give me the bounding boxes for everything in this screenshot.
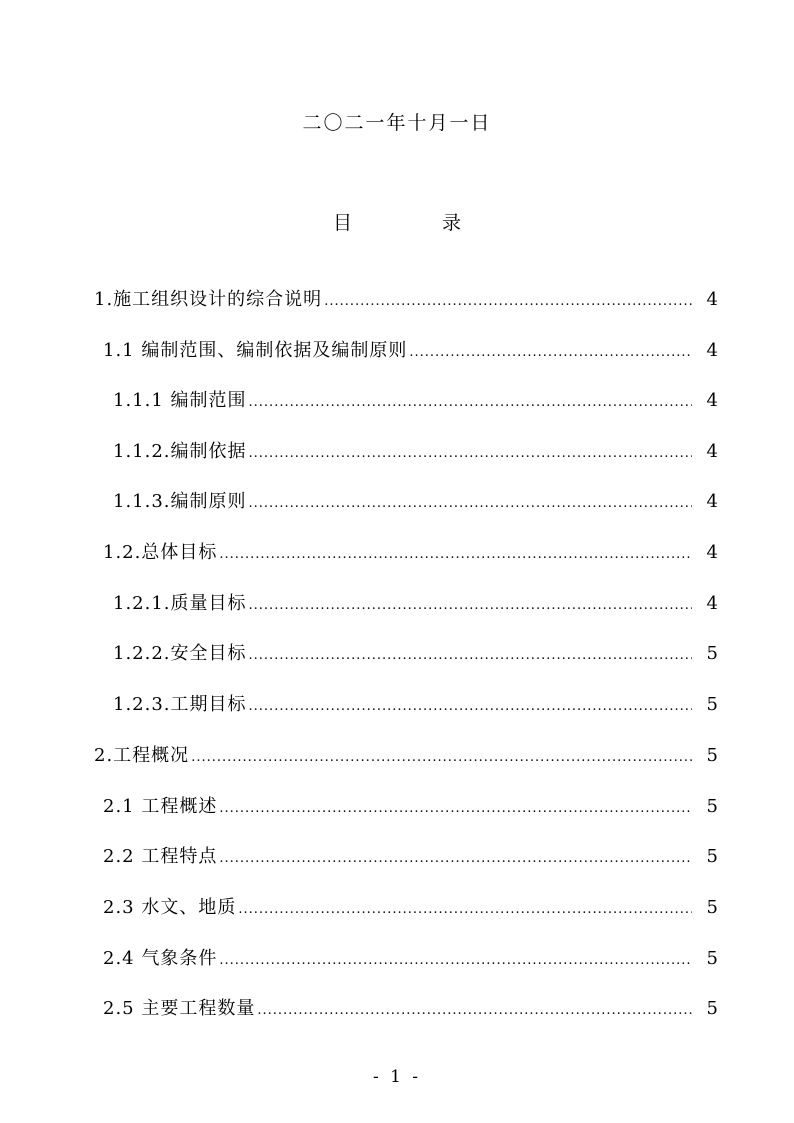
toc-entry[interactable]: [94, 287, 718, 313]
toc-entry-label: 2.5 主要工程数量: [103, 998, 256, 1019]
toc-entry-page: 5: [706, 796, 718, 817]
toc-entry[interactable]: [103, 844, 718, 870]
toc-leader: [219, 846, 692, 872]
toc-entry-label: 2.4 气象条件: [103, 948, 218, 969]
page-number: - 1 -: [372, 1067, 422, 1087]
toc-entry[interactable]: [103, 338, 718, 364]
toc-entry-label: 2.2 工程特点: [103, 846, 218, 867]
toc-entry[interactable]: [113, 439, 718, 465]
toc-entry-label: 1.2.1.质量目标: [113, 593, 247, 614]
toc-leader: [219, 948, 692, 974]
toc-leader: [249, 643, 692, 669]
toc-entry-label: 2.工程概况: [94, 745, 190, 766]
toc-entry-label: 1.1.3.编制原则: [113, 491, 247, 512]
toc-leader: [238, 897, 692, 923]
toc-entry[interactable]: [103, 895, 718, 921]
toc-entry-label: 1.2.总体目标: [103, 542, 218, 563]
toc-heading-right: 录: [442, 212, 462, 234]
toc-entry-page: 4: [706, 390, 718, 411]
toc-entry[interactable]: [94, 743, 718, 769]
toc-leader: [249, 593, 692, 619]
toc-entry-page: 5: [706, 745, 718, 766]
toc-entry-page: 4: [706, 491, 718, 512]
toc-entry[interactable]: [103, 996, 718, 1022]
toc-leader: [219, 542, 692, 568]
toc-leader: [249, 390, 692, 416]
toc-entry[interactable]: [113, 641, 718, 667]
toc-heading-left: 目: [332, 212, 352, 234]
toc-leader: [219, 796, 692, 822]
toc-entry-page: 5: [706, 643, 718, 664]
toc-entry[interactable]: [113, 388, 718, 414]
toc-leader: [191, 745, 692, 771]
toc-entry[interactable]: [103, 946, 718, 972]
toc-leader: [324, 289, 692, 315]
toc-entry-label: 1.2.3.工期目标: [113, 694, 247, 715]
toc-entry[interactable]: [113, 489, 718, 515]
toc-entry-page: 4: [706, 289, 718, 310]
toc-entry-label: 2.1 工程概述: [103, 796, 218, 817]
toc-entry-page: 5: [706, 694, 718, 715]
toc-entry-label: 1.施工组织设计的综合说明: [94, 289, 323, 310]
toc-leader: [409, 340, 692, 366]
toc-entry-page: 4: [706, 542, 718, 563]
toc-entry-page: 5: [706, 948, 718, 969]
toc-heading: [0, 208, 794, 235]
toc-entry-label: 1.1.2.编制依据: [113, 441, 247, 462]
toc-entry-page: 5: [706, 998, 718, 1019]
toc-entry-page: 4: [706, 593, 718, 614]
toc-entry[interactable]: [103, 540, 718, 566]
toc-entry-page: 5: [706, 897, 718, 918]
page-footer: [0, 1067, 794, 1087]
toc-leader: [249, 491, 692, 517]
toc-leader: [249, 441, 692, 467]
toc-entry-page: 4: [706, 340, 718, 361]
toc-entry[interactable]: [103, 794, 718, 820]
toc-entry-label: 1.2.2.安全目标: [113, 643, 247, 664]
toc-entry[interactable]: [113, 692, 718, 718]
toc-leader: [257, 998, 692, 1024]
toc-entry[interactable]: [113, 591, 718, 617]
toc-leader: [249, 694, 692, 720]
toc-entry-label: 1.1 编制范围、编制依据及编制原则: [103, 340, 408, 361]
toc-entry-page: 5: [706, 846, 718, 867]
document-date: 二〇二一年十月一日: [302, 112, 492, 134]
toc-entry-label: 2.3 水文、地质: [103, 897, 237, 918]
toc-entry-label: 1.1.1 编制范围: [113, 390, 247, 411]
toc-entry-page: 4: [706, 441, 718, 462]
